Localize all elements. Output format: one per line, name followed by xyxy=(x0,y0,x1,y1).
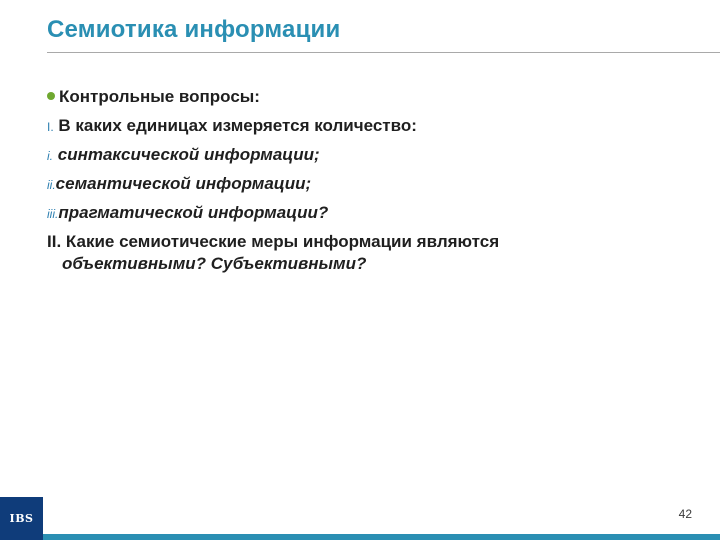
list-marker: iii. xyxy=(47,207,59,221)
list-marker: II. xyxy=(47,232,62,251)
list-marker: I. xyxy=(47,120,54,134)
list-item-continuation xyxy=(47,253,697,275)
slide-content xyxy=(47,82,697,275)
footer-bar xyxy=(43,534,720,540)
list-item xyxy=(47,169,697,198)
logo-text: IBS xyxy=(9,512,34,525)
slide-title: Семиотика информации xyxy=(47,16,341,43)
list-item-text: Какие семиотические меры информации являются xyxy=(65,232,500,251)
list-item xyxy=(47,231,697,253)
list-marker: ii. xyxy=(47,178,56,192)
list-item-text: объективными? Субъективными? xyxy=(62,254,367,273)
bullet-dot-icon xyxy=(47,92,55,100)
list-item-text: синтаксической информации; xyxy=(57,145,320,164)
list-item-text: прагматической информации? xyxy=(58,203,329,222)
list-marker: i. xyxy=(47,149,53,163)
list-item xyxy=(47,111,697,140)
ibs-logo xyxy=(0,497,43,540)
list-item xyxy=(47,82,697,111)
list-item-text: Контрольные вопросы: xyxy=(59,87,260,106)
list-item-text: В каких единицах измеряется количество: xyxy=(58,116,417,135)
list-item-text: семантической информации; xyxy=(55,174,312,193)
list-item xyxy=(47,198,697,227)
list-item xyxy=(47,140,697,169)
page-number: 42 xyxy=(678,507,692,521)
title-divider xyxy=(47,52,720,53)
